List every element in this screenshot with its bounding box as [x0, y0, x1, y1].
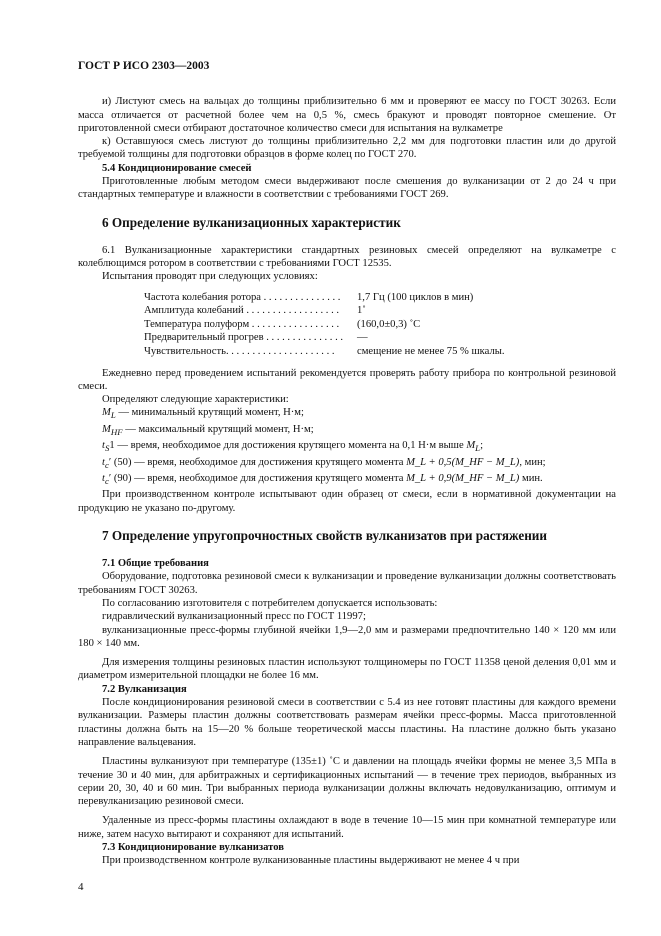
paragraph-7-1-a: Оборудование, подготовка резиновой смеси к вулканизации и проведение вулканизации должны соответствовать требованиям ГОСТ 30263. [78, 571, 616, 596]
paragraph-7-1-d: вулканизационные пресс-формы глубиной ячейки 1,9—2,0 мм и размерами предпочтительно 140 × 120 мм или 180 × 140 мм. [78, 624, 616, 649]
condition-value: — [357, 332, 368, 344]
condition-label: Амплитуда колебаний . . . . . . . . . . . . . . . . . . [144, 305, 340, 317]
characteristic-ts1: $t_S1$ — время, необходимое для достижения крутящего момента на 0,1 Н·м выше $M_L$; [102, 440, 484, 454]
subsection-7-1-title: 7.1 Общие требования [102, 558, 209, 570]
condition-value: смещение не менее 75 % шкалы. [357, 345, 505, 357]
paragraph-production-control: При производственном контроле испытывают один образец от смеси, если в нормативной документации на продукцию не указано по-другому. [78, 489, 616, 514]
characteristic-mhf: $M_{HF}$ — максимальный крутящий момент, Н·м; [102, 423, 314, 437]
paragraph-characteristics: Определяют следующие характеристики: [102, 394, 289, 406]
condition-value: (160,0±0,3) ˚С [357, 318, 421, 330]
condition-value: 1,7 Гц (100 циклов в мин) [357, 291, 474, 303]
section-7-title: 7 Определение упругопрочностных свойств вулканизатов при растяжении [102, 528, 547, 544]
document-header: ГОСТ Р ИСО 2303—2003 [78, 60, 210, 72]
paragraph-7-3-a: При производственном контроле вулканизованные пластины выдерживают не менее 4 ч при [102, 855, 520, 867]
paragraph-7-1-c: гидравлический вулканизационный пресс по ГОСТ 11997; [102, 611, 366, 623]
paragraph-6-1: 6.1 Вулканизационные характеристики стандартных резиновых смесей определяют на вулкаметре с колеблющимся ротором в соответствии с требованиями ГОСТ 12535. [78, 244, 616, 269]
condition-label: Чувствительность. . . . . . . . . . . . . . . . . . . . . [144, 345, 335, 357]
condition-label: Температура полуформ . . . . . . . . . . . . . . . . . [144, 318, 340, 330]
paragraph-daily-check: Ежедневно перед проведением испытаний рекомендуется проверять работу прибора по контрольной резиновой смеси. [78, 367, 616, 392]
section-6-title: 6 Определение вулканизационных характеристик [102, 214, 401, 230]
conditions-list [144, 291, 616, 359]
paragraph-7-2-a: После кондиционирования резиновой смеси в соответствии с 5.4 из нее готовят пластины для каждого времени вулканизации. Размеры пластин должны соответствовать размерам ячейки пресс-формы. Масса приготовленной пластины должна быть на 15—20 % больше теоретической массы пластины. На пластине должно быть указано направление вальцевания. [78, 697, 616, 748]
subsection-7-2-title: 7.2 Вулканизация [102, 683, 187, 695]
characteristic-ml: $M_L$ — минимальный крутящий момент, Н·м; [102, 407, 304, 421]
paragraph-7-2-b: Пластины вулканизуют при температуре (135±1) ˚С и давлении на площадь ячейки формы не менее 3,5 МПа в течение 30 и 40 мин, для арбитражных и сертификационных испытаний — в течение трех периодов, выбранных из серии 20, 30, 40 и 60 мин. Три выбранных периода вулканизации должны включать недовулканизацию, оптимум и перевулканизацию резиновой смеси. [78, 756, 616, 808]
condition-row [144, 345, 616, 359]
characteristic-tc50: $t_c'$ (50) — время, необходимое для достижения крутящего момента M_L + 0,5(M_HF − M_L), мин; [102, 456, 546, 470]
condition-value: 1˚ [357, 305, 366, 317]
condition-row [144, 331, 616, 345]
paragraph-5-4: Приготовленные любым методом смеси выдерживают после смешения до вулканизации от 2 до 24 ч при стандартных температуре и влажности в соответствии с требованиями ГОСТ 269. [78, 176, 616, 201]
condition-row [144, 304, 616, 318]
paragraph-5-3-i: и) Листуют смесь на вальцах до толщины приблизительно 6 мм и проверяют ее массу по ГОСТ 30263. Если масса отличается от расчетной более чем на 0,5 %, смесь бракуют и проводят повторное смешение. От приготовленной смеси отбирают достаточное количество смеси для испытания на вулкаметре [78, 96, 616, 134]
paragraph-7-1-b: По согласованию изготовителя с потребителем допускается использовать: [102, 597, 438, 609]
subsection-7-3-title: 7.3 Кондиционирование вулканизатов [102, 841, 285, 853]
paragraph-7-1-e: Для измерения толщины резиновых пластин используют толщиномеры по ГОСТ 11358 ценой деления 0,01 мм и диаметром измерительной площадки не более 16 мм. [78, 657, 616, 682]
document-page [78, 60, 616, 868]
subsection-5-4-title: 5.4 Кондиционирование смесей [102, 162, 252, 174]
condition-row [144, 291, 616, 305]
paragraph-5-3-k: к) Оставшуюся смесь листуют до толщины приблизительно 2,2 мм для подготовки пластин или до другой требуемой толщины для подготовки образцов в форме колец по ГОСТ 270. [78, 136, 616, 161]
paragraph-test-conditions: Испытания проводят при следующих условиях: [102, 271, 318, 283]
condition-label: Частота колебания ротора . . . . . . . . . . . . . . . [144, 291, 341, 303]
page-number: 4 [78, 881, 84, 893]
paragraph-7-2-c: Удаленные из пресс-формы пластины охлаждают в воде в течение 10—15 мин при комнатной температуре или ниже, затем насухо вытирают и сохраняют для испытаний. [78, 815, 616, 840]
characteristic-tc90: $t_c'$ (90) — время, необходимое для достижения крутящего момента M_L + 0,9(M_HF − M_L) мин. [102, 473, 543, 487]
condition-label: Предварительный прогрев . . . . . . . . . . . . . . . [144, 332, 344, 344]
condition-row [144, 318, 616, 332]
